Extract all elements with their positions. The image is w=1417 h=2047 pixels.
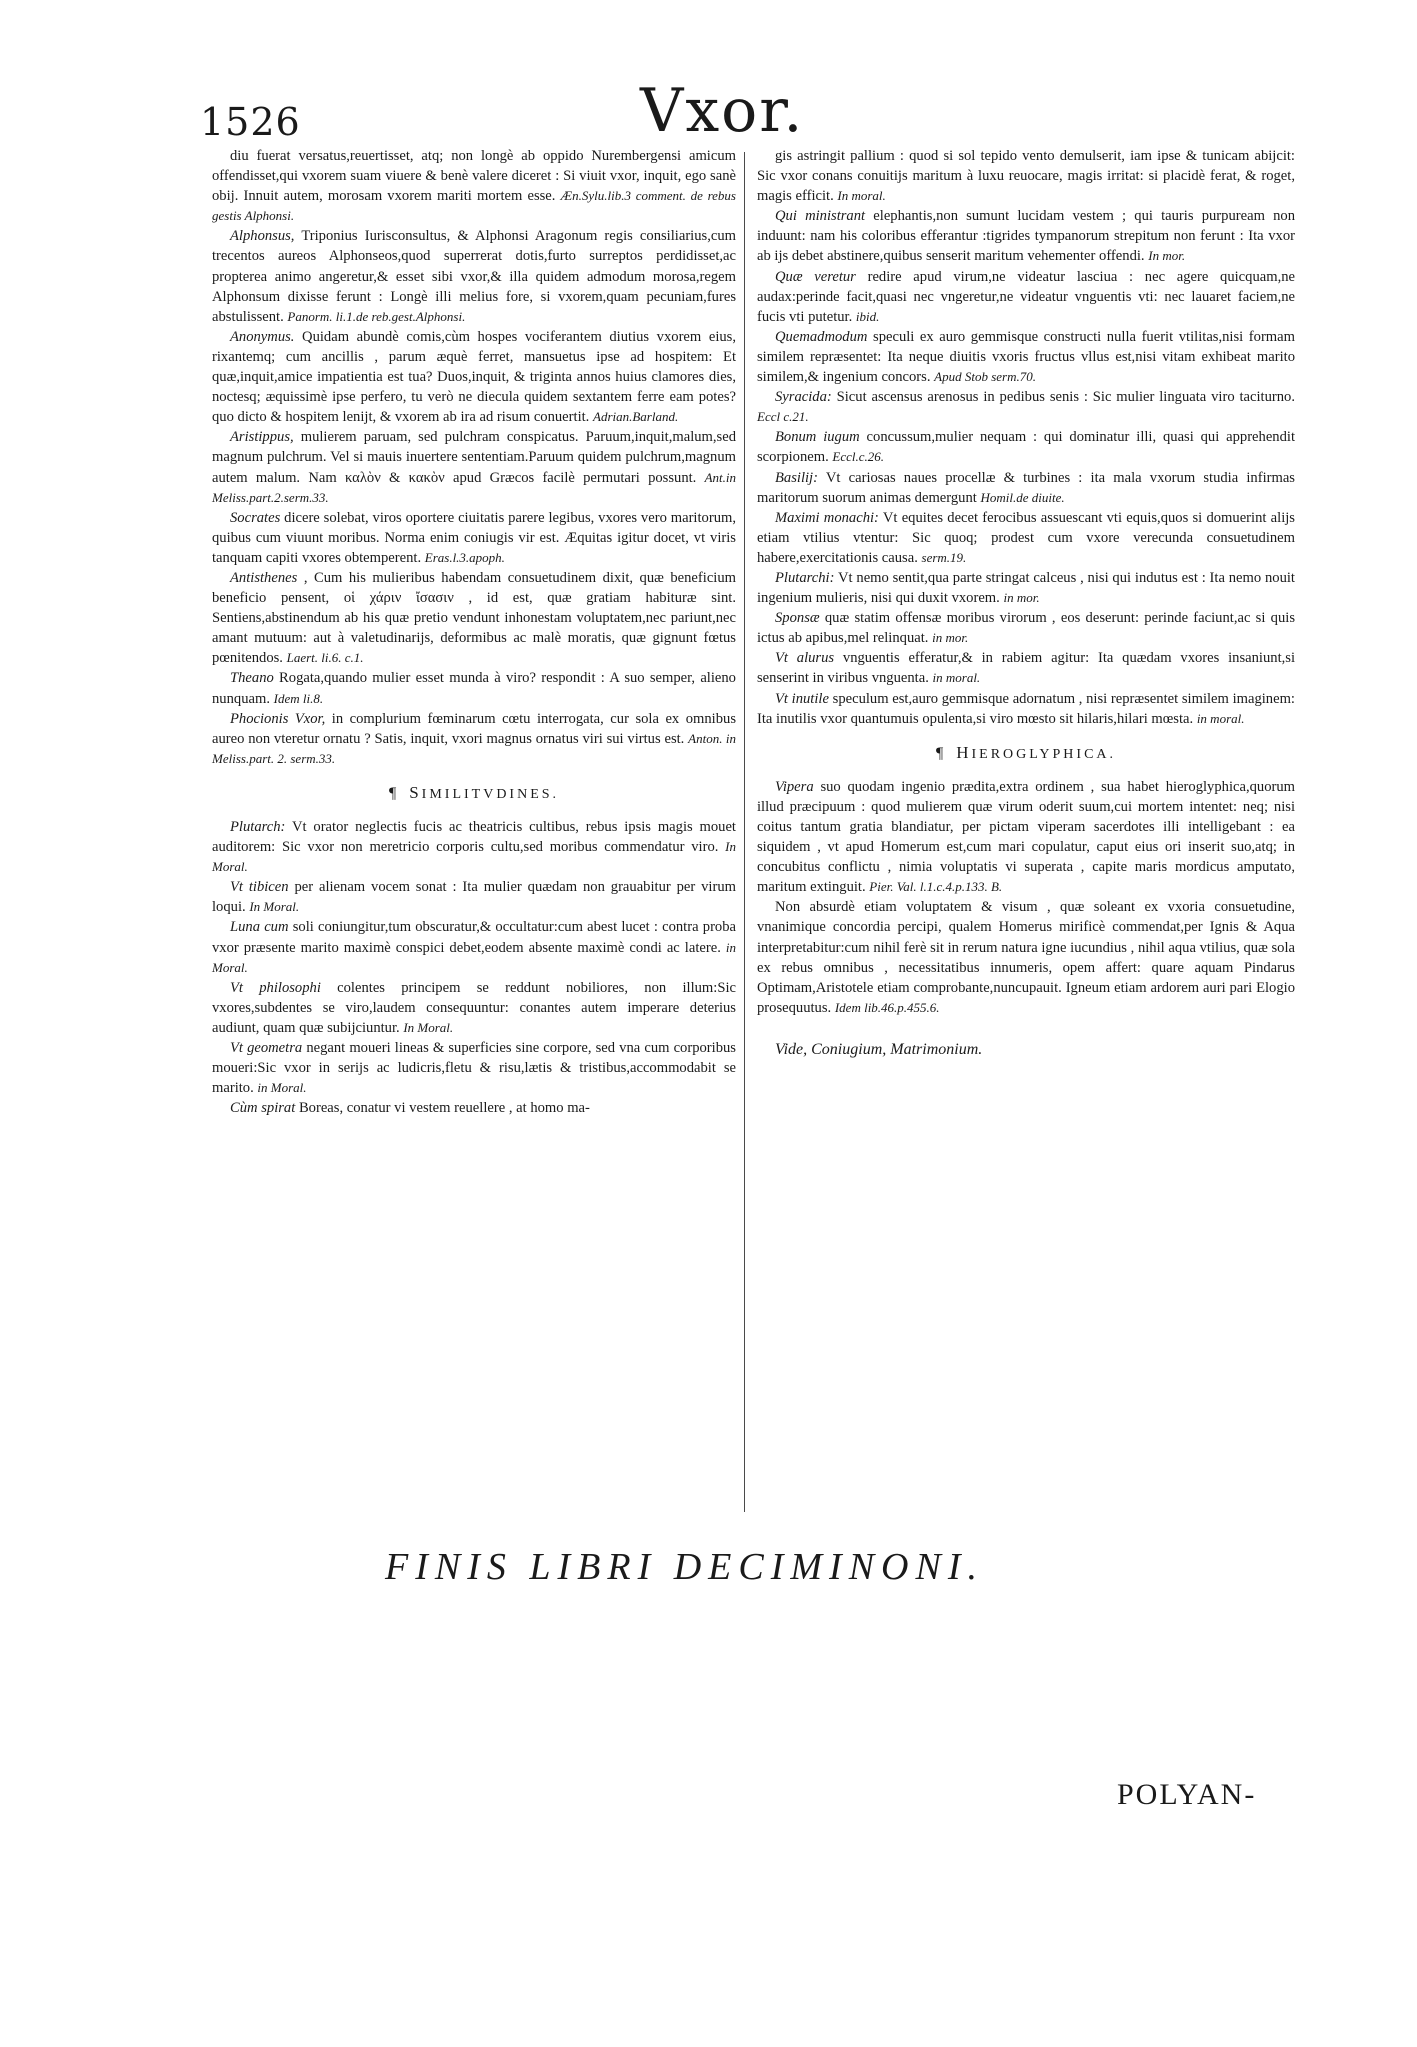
- entry-citation: Anton. in Meliss.part. 2. serm.33.: [212, 730, 737, 766]
- entry-lead: Basilij:: [775, 469, 818, 486]
- entry-paragraph: [212, 226, 736, 326]
- entry-citation: Homil.de diuite.: [980, 489, 1065, 505]
- entry-lead: Luna cum: [230, 919, 289, 936]
- entry-text: Vt cariosas naues procellæ & turbines : ita mala vxorum studia infirmas maritorum suorum animas demergunt: [757, 469, 1295, 506]
- entry-lead: Maximi monachi:: [775, 509, 879, 526]
- entry-text: concussum,mulier nequam : qui dominatur illi, quasi qui apprehendit scorpionem.: [757, 429, 1296, 466]
- entry-paragraph: [212, 1098, 736, 1118]
- entry-paragraph: [757, 648, 1295, 688]
- entry-text: Vt nemo sentit,qua parte stringat calceus , nisi qui indutus est : Ita nemo nouit ingenium mulieris, nisi qui duxit vxorem.: [757, 569, 1295, 607]
- entry-text: , Cum his mulieribus habendam consuetudinem dixit, quæ beneficium beneficio pensent, οἱ χάριν ἴσασιν , id est, quæ gratiam habituræ sint. Sentiens,abstinendum ab his quæ pretio vendunt inhonestam voluptatem,nec pariunt,nec amant mutuum: aut à valetudinarijs, deformibus ac malè moratis, quæ gignunt fœtus pœnitendos.: [212, 569, 737, 667]
- entry-text: suo quodam ingenio prædita,extra ordinem , sua habet hieroglyphica,quorum illud præcipuum : quod mulierem quæ virum oderit suum,cui mortem intentet: neq; nisi coitus tantum gratia blandiatur, per pictam viperam sacerdotes illi intelligebant : ea siquidem , vt apud Homerum est,cum mari copulatur, caput eius ori inserit suo,atq; in concubitus conflictu , nimia voluptatis vi superata , capite maris mordicus amputato, maritum extinguit.: [757, 778, 1295, 896]
- entry-lead: Bonum iugum: [775, 429, 860, 446]
- heading-rest: IEROGLYPHICA.: [971, 746, 1117, 762]
- entry-citation: in mor.: [932, 630, 969, 646]
- entry-citation: In Moral.: [249, 899, 300, 915]
- entry-citation: Idem lib.46.p.455.6.: [834, 999, 940, 1015]
- heading-rest: IMILITVDINES.: [421, 786, 560, 802]
- entry-text: redire apud virum,ne videatur lasciua : nec agere quicquam,ne audax:perinde facit,quasi nec vngeretur,ne videatur vnguentis vti: nec lauaret faciem,ne fucis vti putetur.: [757, 268, 1296, 325]
- entry-paragraph: [757, 146, 1295, 206]
- right-column: [757, 146, 1295, 1076]
- paragraph-mark: ¶: [935, 744, 947, 762]
- entry-text: per alienam vocem sonat : Ita mulier quædam non grauabitur per virum loqui.: [212, 879, 736, 916]
- entry-paragraph: [212, 508, 736, 568]
- entry-paragraph: [757, 427, 1295, 467]
- entry-lead: Plutarchi:: [775, 569, 835, 586]
- entry-citation: Ant.in Meliss.part.2.serm.33.: [212, 469, 736, 505]
- entry-citation: Æn.Sylu.lib.3 comment. de rebus gestis Alphonsi.: [212, 188, 736, 224]
- entry-text: Sicut ascensus arenosus in pedibus senis : Sic mulier linguata viro taciturno.: [836, 389, 1296, 406]
- entry-paragraph: [757, 508, 1295, 568]
- entry-paragraph: [212, 146, 736, 226]
- entry-citation: serm.19.: [921, 549, 967, 565]
- entry-text: colentes principem se reddunt nobiliores, non illum:Sic vxores,subdentes se viro,laudem consequuntur: conantes autem imperare deterius audiunt, quam quæ subijciuntur.: [212, 979, 736, 1036]
- entry-text: elephantis,non sumunt lucidam vestem ; qui tauris purpuream non induunt: nam his coloribus efferantur :tigrides tympanorum strepitum non ferunt : Ita vxor ab ijs debet abstinere,quibus senserit maritum vehementer offendi.: [757, 208, 1296, 265]
- entry-lead: Qui ministrant: [775, 208, 866, 225]
- entry-paragraph: [212, 817, 736, 877]
- entry-paragraph: [212, 709, 736, 769]
- entry-lead: Quemadmodum: [775, 328, 868, 345]
- entry-paragraph: [212, 917, 736, 977]
- finis-line: FINIS LIBRI DECIMINONI.: [385, 1546, 984, 1588]
- entry-citation: Eccl.c.26.: [832, 449, 885, 465]
- entry-citation: Laert. li.6. c.1.: [286, 650, 364, 666]
- entry-lead: Theano: [230, 670, 274, 687]
- heading-initial: S: [409, 782, 422, 802]
- entry-text: quæ statim offensæ moribus virorum , eos deserunt: perinde faciunt,ac si quis ictus ab apibus,mel relinquat.: [757, 610, 1295, 647]
- entry-text: gis astringit pallium : quod si sol tepido vento demulserit, iam ipse & tunicam abijcit: Sic vxor conans conuitijs maritum à luxu reuocare, magis irritat: si placidè ferat, & roget, magis efficit.: [757, 148, 1295, 205]
- entry-paragraph: [757, 387, 1295, 427]
- entry-lead: Vt alurus: [775, 650, 835, 667]
- entry-text: negant moueri lineas & superficies sine corpore, sed vna cum corporibus moueri:Sic vxor in serijs ac ludicris,fletu & risu,lætis & tristibus,accommodabit se marito.: [212, 1040, 736, 1097]
- entry-paragraph: [757, 897, 1295, 1018]
- entry-text: Triponius Iurisconsultus, & Alphonsi Aragonum regis consiliarius,cum trecentos aureos Alphonseos,quod superrerat dotis,furto surreptos perdidisset,ac propterea animo angeretur,& esset sibi vxor,& illa quidem admodum morosa,regem Alphonsum dixisse ferunt : Longè illi melius fore, si vxorem,quam pecuniam,fures abstulissent.: [212, 228, 736, 325]
- page-number: 1526: [200, 100, 301, 144]
- entry-citation: In Moral.: [403, 1019, 454, 1035]
- entry-paragraph: [212, 1038, 736, 1098]
- entry-text: Vt equites decet ferocibus assuescant vti equis,quos si domuerint alijs etiam vtilius vtentur: Sic quoq; prodest cum vxore verecunda consuetudinem habere,exercitationis causa.: [757, 509, 1295, 566]
- entry-paragraph: [212, 427, 736, 507]
- entry-text: speculi ex auro gemmisque constructi nulla fuerit vtilitas,nisi formam similem repræsentet: Ita neque diuitis vxoris fructus vllus est,nisi vitam exhibeat marito similem,& ingenium concors.: [757, 328, 1295, 386]
- entry-citation: Panorm. li.1.de reb.gest.Alphonsi.: [287, 308, 466, 324]
- catchword: POLYAN-: [1117, 1778, 1257, 1811]
- entry-text: diu fuerat versatus,reuertisset, atq; non longè ab oppido Nurembergensi amicum offendisset,qui vxorem suam viuere & benè valere diceret : Si viuit vxor, inquit, ego sanè obij. Innuit autem, morosam vxorem mariti mortem esse.: [212, 148, 736, 205]
- paragraph-mark: ¶: [388, 784, 400, 802]
- entry-citation: In Moral.: [212, 839, 736, 875]
- entry-lead: Anonymus.: [230, 328, 295, 345]
- entry-lead: Plutarch:: [230, 819, 286, 835]
- entry-lead: Cùm spirat: [230, 1100, 296, 1117]
- entry-text: Quidam abundè comis,cùm hospes vociferantem diutius vxorem eius, rixantemq; cum ancillis , parum æquè ferret, mansuetus ipse ad hospitem: Et quæ,inquit,amice impatientia est tua? Duos,inquit, & triginta annos huius clamores dies, noctesq; æquissimè ipse perfero, tu verò ne diecula quidem sextantem ferre eam potes? quo dicto & hospitem lenijt, & vxorem ab ira ad risum conuertit.: [212, 328, 736, 426]
- entry-paragraph: [212, 568, 736, 668]
- entry-lead: Aristippus,: [230, 429, 294, 446]
- entry-paragraph: [757, 206, 1295, 266]
- right-entries: [757, 146, 1295, 729]
- similitudines-entries: [212, 817, 736, 1118]
- entry-citation: in moral.: [932, 670, 981, 686]
- entry-lead: Vipera: [775, 778, 814, 795]
- entry-citation: In mor.: [1148, 248, 1186, 264]
- entry-citation: ibid.: [855, 308, 880, 324]
- entry-lead: Socrates: [230, 509, 281, 526]
- entry-lead: Vt philosophi: [230, 979, 321, 996]
- hieroglyphica-entries: [757, 777, 1295, 1018]
- entry-paragraph: [757, 777, 1295, 898]
- entry-text: in complurium fœminarum cœtu interrogata, cur sola ex omnibus aureo non vteretur ornatu ? Satis, inquit, vxori magnus ornatus viri sui virtus est.: [212, 710, 736, 747]
- entry-text: speculum est,auro gemmisque adornatum , nisi repræsentet similem imaginem: Ita inutilis vxor quantumuis opulenta,si viro mœsto sit hilaris,hilari mœsta.: [757, 690, 1295, 727]
- entry-lead: Alphonsus,: [230, 228, 295, 245]
- entry-paragraph: [212, 978, 736, 1038]
- heading-initial: H: [956, 742, 972, 762]
- entry-lead: Syracida:: [775, 389, 832, 406]
- hieroglyphica-heading: [757, 743, 1295, 765]
- entry-lead: Vt geometra: [230, 1040, 303, 1057]
- entry-citation: Adrian.Barland.: [593, 409, 679, 425]
- entry-citation: in moral.: [1196, 710, 1245, 726]
- entry-citation: in Moral.: [212, 939, 736, 975]
- entry-citation: Pier. Val. l.1.c.4.p.133. B.: [869, 879, 1003, 895]
- entry-text: Vt orator neglectis fucis ac theatricis cultibus, rebus ipsis magis mouet auditorem: Sic vxor non meretricio corporis cultu,sed moribus commendatur viro.: [212, 819, 736, 856]
- entry-citation: Eras.l.3.apoph.: [424, 549, 505, 565]
- entry-text: soli coniungitur,tum obscuratur,& occultatur:cum abest lucet : contra proba vxor præsente marito maximè conspici debet,eodem absente maximè condi ac latere.: [212, 919, 736, 956]
- entry-lead: Antisthenes: [230, 569, 298, 586]
- entry-citation: In moral.: [837, 188, 886, 204]
- cross-reference: Vide, Coniugium, Matrimonium.: [775, 1040, 983, 1058]
- left-column: [212, 146, 736, 1118]
- left-entries: [212, 146, 736, 769]
- column-rule: [744, 152, 745, 1512]
- entry-text: Non absurdè etiam voluptatem & visum , quæ soleant ex vxoria consuetudine, vnanimique concordia percipi, qualem Homerus mirificè commendat,per Ignis & Aqua interpretabitur:cum nihil ferè sit in rerum natura igne iucundius , nihil aqua vtilius, quæ sola ex rebus omnibus , necessitatibus innumeris, opem affert: quare aquam Pindarus Optimam,Aristotele etiam comprobante,nuncupauit. Igneum etiam ardorem auri pari Elogio prosequutus.: [757, 899, 1295, 1016]
- entry-lead: Phocionis Vxor,: [230, 710, 326, 727]
- entry-lead: Vt inutile: [775, 690, 829, 707]
- entry-paragraph: [212, 327, 736, 427]
- similitudines-heading: [212, 783, 736, 805]
- running-head: Vxor.: [640, 76, 805, 146]
- entry-citation: Apud Stob serm.70.: [934, 369, 1036, 385]
- entry-text: dicere solebat, viros oportere ciuitatis parere legibus, vxores vero maritorum, quibus cum viuunt moribus. Norma enim coniugis vir est. Æquitas igitur docet, vt viris tanquam capiti vxores obtemperent.: [212, 509, 736, 566]
- entry-paragraph: [212, 668, 736, 708]
- entry-text: Rogata,quando mulier esset munda à viro? respondit : A suo semper, alieno nunquam.: [212, 670, 736, 707]
- entry-paragraph: [757, 468, 1295, 508]
- entry-citation: in Moral.: [257, 1080, 307, 1096]
- entry-text: vnguentis efferatur,& in rabiem agitur: Ita quædam vxores insaniunt,si senserint in viribus vnguenta.: [757, 650, 1296, 687]
- entry-paragraph: [757, 608, 1295, 648]
- entry-citation: in mor.: [1003, 590, 1040, 606]
- entry-citation: Eccl c.21.: [757, 409, 809, 425]
- entry-paragraph: [757, 568, 1295, 608]
- entry-paragraph: [757, 327, 1295, 387]
- entry-paragraph: [212, 877, 736, 917]
- entry-paragraph: [757, 689, 1295, 729]
- entry-text: mulierem paruam, sed pulchram conspicatus. Paruum,inquit,malum,sed magnum pulchrum. Vel si mauis inuertere sententiam.Paruum quidem pulchrum,magnum autem malum. Nam καλὸν & κακὸν apud Græcos facilè permutari possunt.: [212, 429, 736, 486]
- entry-lead: Sponsæ: [775, 610, 820, 627]
- entry-lead: Vt tibicen: [230, 879, 289, 896]
- entry-text: Boreas, conatur vi vestem reuellere , at homo ma-: [298, 1100, 590, 1117]
- entry-paragraph: [757, 267, 1295, 327]
- entry-citation: Idem li.8.: [273, 690, 324, 706]
- entry-lead: Quæ veretur: [775, 268, 856, 285]
